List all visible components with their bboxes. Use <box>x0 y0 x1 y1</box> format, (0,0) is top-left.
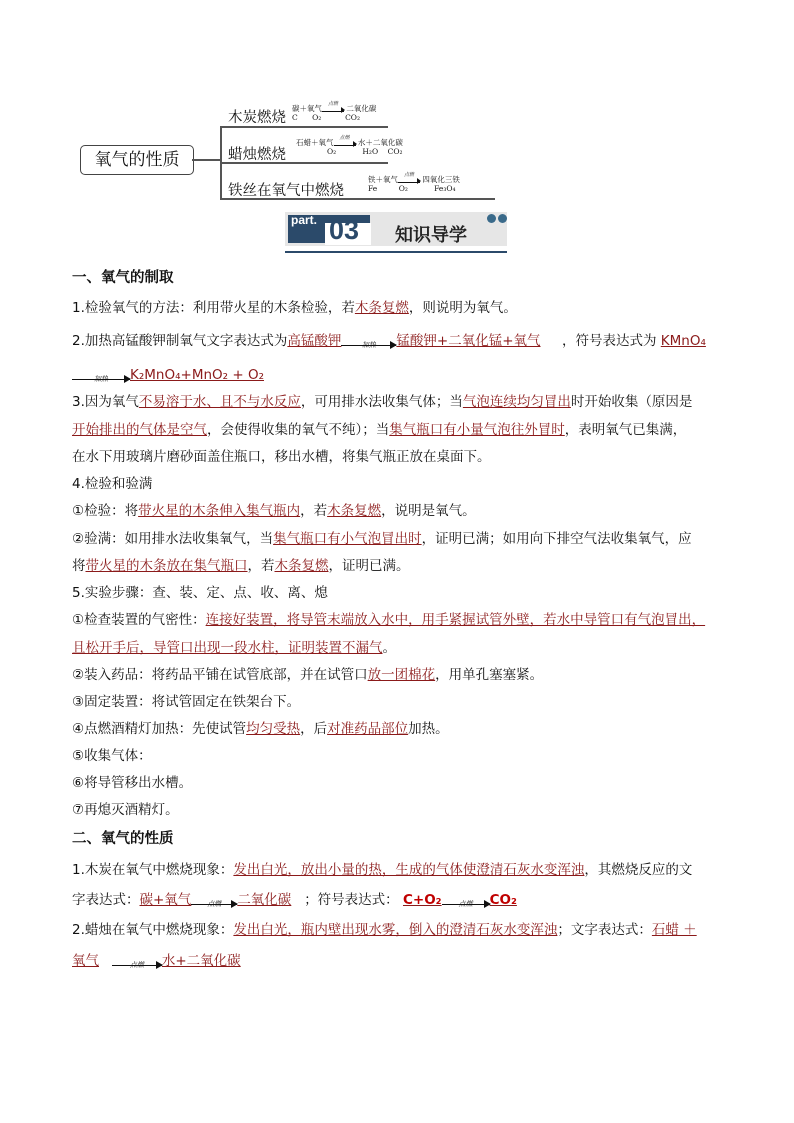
paragraph-line: 4.检验和验满 <box>72 476 153 492</box>
mindmap-formula: 铁＋氧气 点燃 四氧化三铁 Fe O₂ Fe₃O₄ <box>368 172 460 193</box>
banner-title: 知识导学 <box>395 225 467 246</box>
paragraph-line: ②验满：如用排水法收集氧气，当集气瓶口有小气泡冒出时，证明已满；如用向下排空气法收集氧气，应 <box>72 531 692 547</box>
paragraph-line: ⑤收集气体： <box>72 748 152 764</box>
mindmap-branch-label: 铁丝在氧气中燃烧 <box>228 183 344 199</box>
banner-part-label: part. <box>291 213 318 227</box>
paragraph-line: ①检验：将带火星的木条伸入集气瓶内，若木条复燃，说明是氧气。 <box>72 503 476 519</box>
paragraph-line: 3.因为氧气不易溶于水、且不与水反应，可用排水法收集气体；当气泡连续均匀冒出时开始收集（原因是 <box>72 394 693 410</box>
paragraph-line: 氧气 点燃 水+二氧化碳 <box>72 953 241 969</box>
paragraph-line: 5.实验步骤：查、装、定、点、收、离、熄 <box>72 585 328 601</box>
paragraph-line: 将带火星的木条放在集气瓶口，若木条复燃，证明已满。 <box>72 558 410 574</box>
paragraph-line: ②装入药品：将药品平铺在试管底部，并在试管口放一团棉花，用单孔塞塞紧。 <box>72 667 544 683</box>
paragraph-line: ③固定装置：将试管固定在铁架台下。 <box>72 694 301 710</box>
paragraph-line: 开始排出的气体是空气，会使得收集的氧气不纯）；当集气瓶口有小量气泡往外冒时，表明氧气已集满， <box>72 422 687 438</box>
banner-number: 03 <box>329 215 360 245</box>
mindmap-connector <box>192 159 220 161</box>
mindmap-formula: 碳＋氧气 点燃 二氧化碳 C O₂ CO₂ <box>292 101 377 122</box>
mindmap-branch-label: 蜡烛燃烧 <box>228 147 286 163</box>
paragraph-line: 2.加热高锰酸钾制氧气文字表达式为高锰酸钾 加热 锰酸钾+二氧化锰+氧气 ，符号表达式为 KMnO₄ <box>72 333 706 349</box>
paragraph-line: 在水下用玻璃片磨砂面盖住瓶口，移出水槽，将集气瓶正放在桌面下。 <box>72 449 491 465</box>
paragraph-line: 加热 K₂MnO₄+MnO₂ + O₂ <box>72 365 264 385</box>
paragraph-line: ①检查装置的气密性：连接好装置，将导管末端放入水中，用手紧握试管外壁，若水中导管口有气泡冒出， <box>72 612 706 628</box>
paragraph-line: ⑦再熄灭酒精灯。 <box>72 802 179 818</box>
section-heading: 二、氧气的性质 <box>72 831 174 847</box>
paragraph-line: 字表达式：碳+氧气 点燃 二氧化碳 ；符号表达式： C+O₂ 点燃 CO₂ <box>72 892 517 908</box>
paragraph-line: 且松开手后，导管口出现一段水柱，证明装置不漏气。 <box>72 640 396 656</box>
paragraph-line: 1.检验氧气的方法：利用带火星的木条检验，若木条复燃，则说明为氧气。 <box>72 300 517 316</box>
section-banner <box>285 212 507 254</box>
mindmap-branch-label: 木炭燃烧 <box>228 110 286 126</box>
mindmap-root: 氧气的性质 <box>80 145 194 175</box>
paragraph-line: 1.木炭在氧气中燃烧现象：发出白光，放出小量的热，生成的气体使澄清石灰水变浑浊，其燃烧反应的文 <box>72 862 693 878</box>
paragraph-line: ④点燃酒精灯加热：先使试管均匀受热，后对准药品部位加热。 <box>72 721 449 737</box>
section-heading: 一、氧气的制取 <box>72 270 174 286</box>
mindmap <box>70 96 530 206</box>
mindmap-formula: 石蜡＋氧气 点燃 水＋二氧化碳 O₂ H₂O CO₂ <box>296 135 403 156</box>
paragraph-line: ⑥将导管移出水槽。 <box>72 775 193 791</box>
banner-underline <box>285 251 507 253</box>
paragraph-line: 2.蜡烛在氧气中燃烧现象：发出白光，瓶内壁出现水雾，倒入的澄清石灰水变浑浊；文字表达式：石蜡 ＋ <box>72 922 697 938</box>
